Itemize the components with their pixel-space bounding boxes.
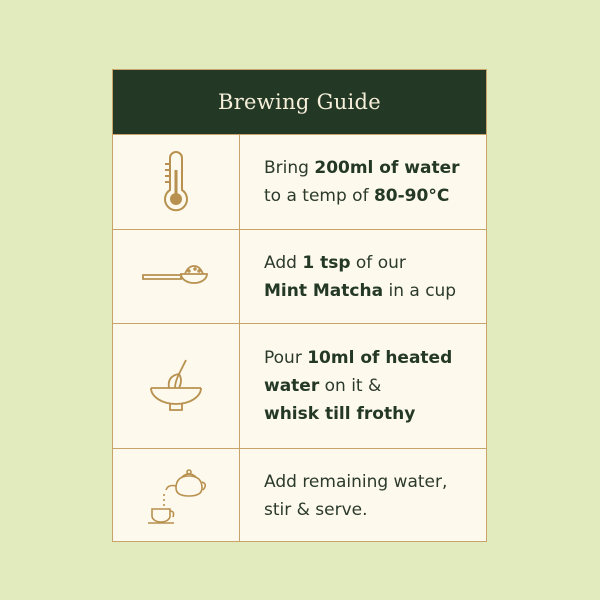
thermometer-icon — [156, 150, 196, 214]
step-line — [264, 400, 486, 428]
step-text-bold: water — [264, 376, 320, 396]
step-line — [264, 182, 486, 210]
card-title: Brewing Guide — [217, 90, 382, 114]
brewing-guide-card — [112, 69, 487, 542]
step-row — [113, 135, 486, 230]
step-text — [240, 449, 486, 542]
step-text-bold: 1 tsp — [302, 252, 351, 273]
step-row — [113, 230, 486, 324]
step-icon-cell — [113, 135, 240, 229]
step-text-regular: in a cup — [383, 280, 457, 301]
card-header — [113, 70, 486, 135]
step-text-regular: to a temp of — [264, 186, 374, 206]
step-row — [113, 324, 486, 449]
step-text-bold: 10ml of heated — [307, 348, 453, 368]
measuring-spoon-icon — [141, 262, 211, 292]
step-line — [264, 344, 486, 372]
whisk-bowl-icon — [148, 356, 204, 416]
step-text — [240, 135, 486, 229]
step-text-bold: whisk till frothy — [264, 404, 416, 424]
step-text-bold: 80-90°C — [373, 186, 450, 206]
step-text-regular: of our — [350, 252, 406, 273]
step-text-regular: Add — [264, 252, 303, 273]
step-text-regular: Pour — [264, 348, 308, 368]
step-row — [113, 449, 486, 542]
step-line — [264, 496, 486, 524]
teapot-cup-icon — [146, 466, 206, 526]
step-text-regular: Bring — [264, 158, 315, 178]
step-line — [264, 468, 486, 496]
step-text — [240, 324, 486, 448]
step-line — [264, 277, 486, 305]
step-icon-cell — [113, 324, 240, 448]
step-text — [240, 230, 486, 323]
step-text-regular: stir & serve. — [264, 499, 368, 520]
step-line — [264, 249, 486, 277]
step-text-bold: Mint Matcha — [264, 280, 384, 301]
step-text-regular: on it & — [319, 376, 382, 396]
step-icon-cell — [113, 449, 240, 542]
step-text-bold: 200ml of water — [314, 158, 460, 178]
step-line — [264, 372, 486, 400]
step-text-regular: Add remaining water, — [264, 471, 448, 492]
step-icon-cell — [113, 230, 240, 323]
step-line — [264, 154, 486, 182]
